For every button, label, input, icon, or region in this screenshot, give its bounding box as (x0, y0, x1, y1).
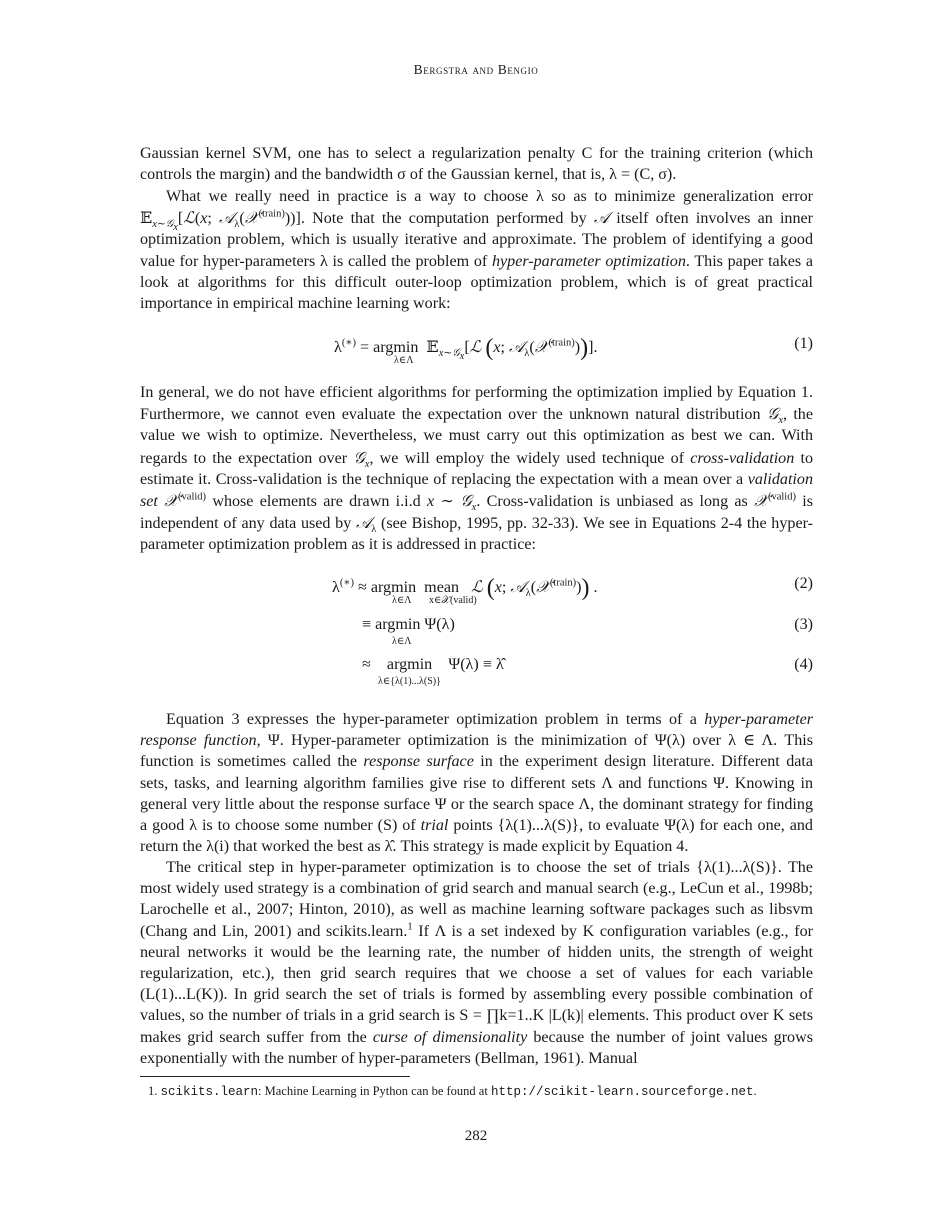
page-number: 282 (464, 1128, 488, 1144)
expectation-expr: 𝔼$_{x\sim 𝒢_x}$[ℒ(x; 𝒜$_\lambda$(𝒳$^{(train)}$)) (140, 208, 296, 234)
footnote-1: 1. scikits.learn: Machine Learning in Python can be found at http://scikit-learn.sourceforge.net. (148, 1084, 757, 1099)
footnote-rule (140, 1076, 410, 1077)
footnote-url[interactable]: http://scikit-learn.sourceforge.net (490, 1085, 754, 1099)
paragraph-5: The critical step in hyper-parameter optimization is to choose the set of trials {λ(1)...λ(S)}. The most widely used strategy is a combination of grid search and manual search (e.g., LeCun et al., 1998b; Larochelle et al., 2007; Hinton, 2010), as well as machine learning software packages such as libsvm (Chang and Lin, 2001) and scikits.learn.$^1$ If Λ is a set indexed by K configuration variables (e.g., for neural networks it would be the learning rate, the number of hidden units, the strength of weight regularization, etc.), then grid search requires that we choose a set of values for each variable (L(1)...L(K)). In grid search the set of trials is formed by assembling every possible combination of values, so the number of trials in a grid search is S = ∏k=1..K |L(k)| elements. This product over K sets makes grid search suffer from the curse of dimensionality because the number of joint values grows exponentially with the number of hyper-parameters (Bellman, 1961). Manual (140, 859, 813, 1067)
equation-1: λ(∗) = argmin 𝔼$_{x\sim 𝒢_x}$[ℒ (x; 𝒜$_\lambda$(𝒳$^{(train)}$))]. λ∈Λ (1) (334, 335, 813, 366)
equation-2: λ(∗) ≈ argmin mean ℒ (x; 𝒜$_\lambda$(𝒳$^{(train)}$)) . λ∈Λ x∈𝒳(valid) (2) (332, 575, 813, 606)
paragraph-4: Equation 3 expresses the hyper-parameter optimization problem in terms of a hyper-parameter response function, Ψ. Hyper-parameter optimization is the minimization of Ψ(λ) over λ ∈ Λ. This function is sometimes called the response surface in the experiment design literature. Different data sets, tasks, and learning algorithm families give rise to different sets Λ and functions Ψ. Knowing in general very little about the response surface Ψ or the search space Λ, the dominant strategy for finding a good λ is to choose some number (S) of trial points {λ(1)...λ(S)}, to evaluate Ψ(λ) for each one, and return the λ(i) that worked the best as λ̂. This strategy is made explicit by Equation 4. (140, 711, 814, 856)
paragraph-2: What we really need in practice is a way to choose λ so as to minimize generalization error 𝔼$_{x\sim 𝒢_x}$[ℒ(x; 𝒜$_\lambda$(𝒳$^{(train)}$))]. Note that the computation performed by 𝒜 itself often involves an inner optimization problem, which is usually iterative and approximate. The problem of identifying a good value for hyper-parameters λ is called the problem of hyper-parameter optimization. This paper takes a look at algorithms for this difficult outer-loop optimization problem, which is of great practical importance in empirical machine learning work: (140, 188, 814, 313)
paragraph-3: In general, we do not have efficient algorithms for performing the optimization implied by Equation 1. Furthermore, we cannot even evaluate the expectation over the unknown natural distribution 𝒢$_x$, the value we wish to optimize. Nevertheless, we must carry out this optimization as best we can. With regards to the expectation over 𝒢$_x$, we will employ the widely used technique of cross-validation to estimate it. Cross-validation is the technique of replacing the expectation with a mean over a validation set 𝒳$^{(valid)}$ whose elements are drawn i.i.d x ∼ 𝒢$_x$. Cross-validation is unbiased as long as 𝒳$^{(valid)}$ is independent of any data used by 𝒜$_\lambda$ (see Bishop, 1995, pp. 32-33). We see in Equations 2-4 the hyper-parameter optimization problem as it is addressed in practice: (140, 384, 814, 554)
footnote-ref[interactable]: 1 (407, 921, 413, 933)
equation-4: ≈ argmin Ψ(λ) ≡ λ̂ λ∈{λ(1)...λ(S)} (4) (362, 656, 813, 687)
paragraph-1: Gaussian kernel SVM, one has to select a regularization penalty C for the training criterion (which controls the margin) and the bandwidth σ of the Gaussian kernel, that is, λ = (C, σ). (140, 145, 813, 184)
equation-3: ≡ argmin Ψ(λ) λ∈Λ (3) (362, 616, 813, 647)
running-header: Bergstra and Bengio (413, 62, 539, 77)
